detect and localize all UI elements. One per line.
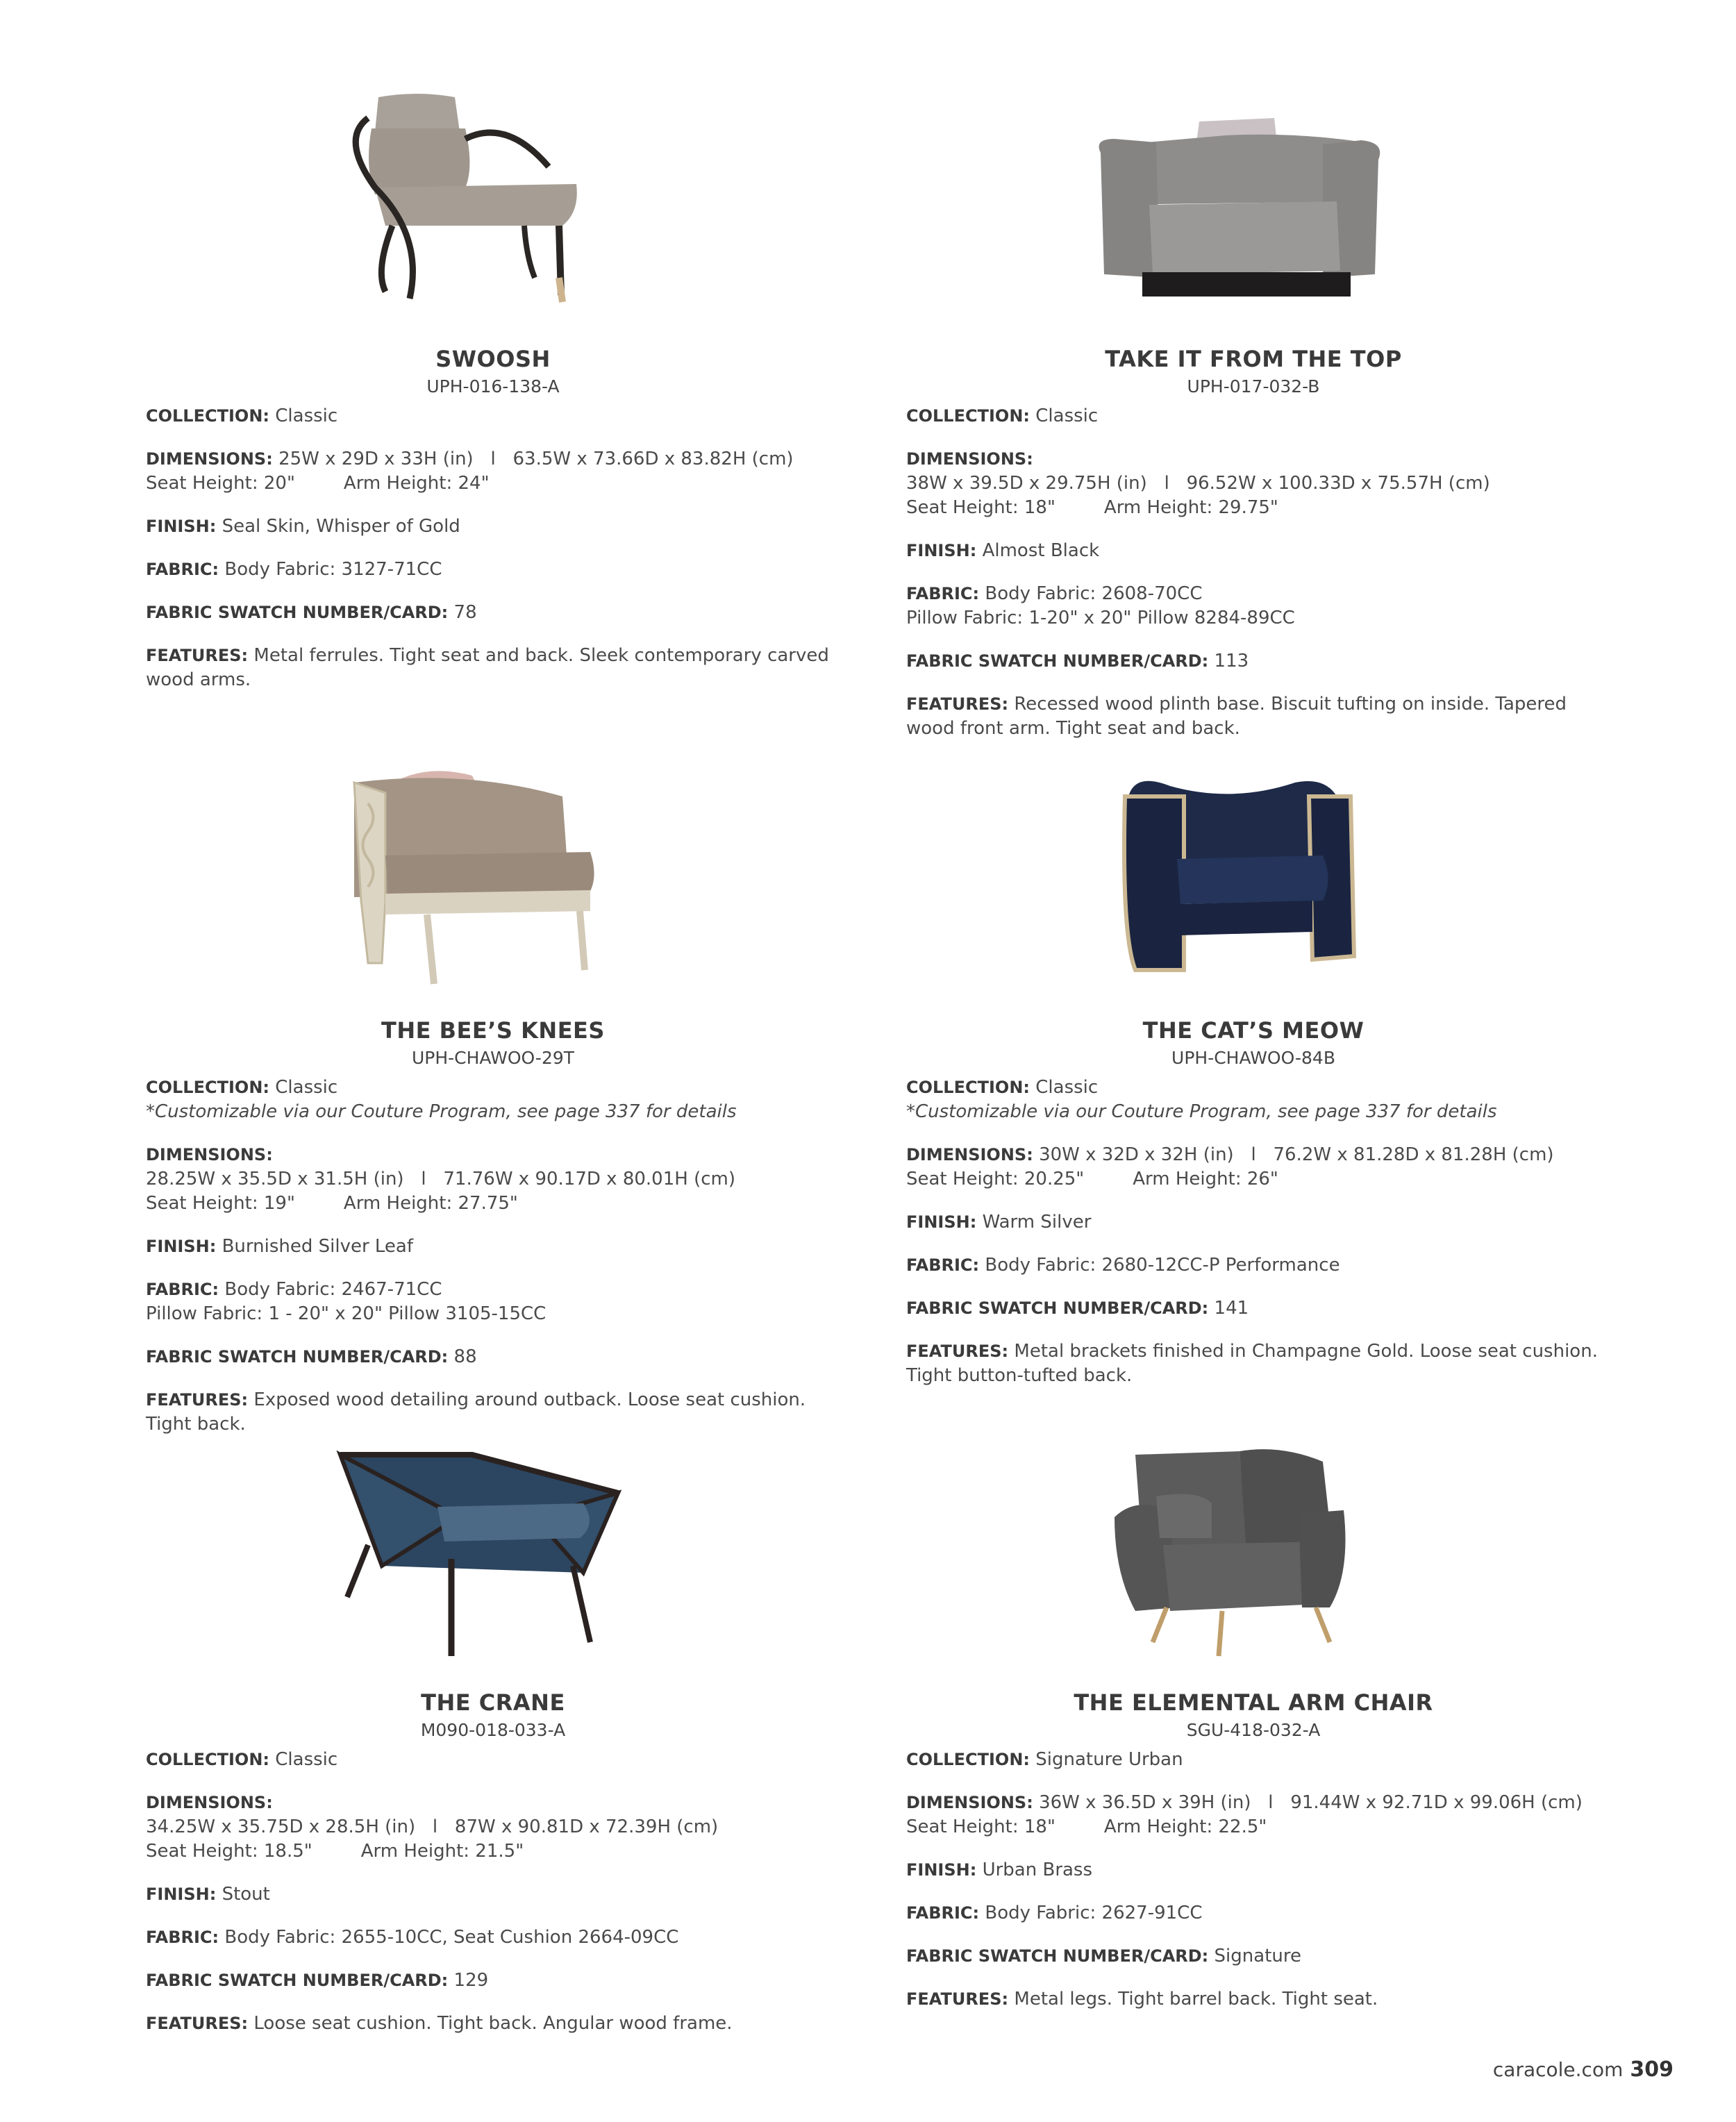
arm-height: Arm Height: 27.75"	[343, 1193, 518, 1214]
seat-height: Seat Height: 20.25"	[906, 1169, 1085, 1189]
product-specs	[146, 1076, 840, 1455]
collection-label: COLLECTION:	[146, 1078, 269, 1097]
fabric-label: FABRIC:	[146, 1280, 219, 1299]
finish-label: FINISH:	[146, 517, 217, 536]
swatch-value: 129	[453, 1970, 489, 1991]
swatch-label: FABRIC SWATCH NUMBER/CARD:	[906, 1946, 1209, 1966]
product-image	[146, 90, 840, 340]
product-name: THE CAT’S MEOW	[1142, 1017, 1364, 1044]
angular-chair-icon	[146, 1434, 840, 1670]
collection-value: Signature Urban	[1035, 1749, 1183, 1770]
swatch-value: 88	[453, 1346, 477, 1367]
swatch-value: 113	[1214, 651, 1249, 671]
dimensions-value: 36W x 36.5D x 39H (in) l 91.44W x 92.71D x 99.06H (cm)	[1039, 1792, 1583, 1813]
seat-height: Seat Height: 19"	[146, 1193, 295, 1214]
collection-label: COLLECTION:	[906, 406, 1030, 426]
collection-value: Classic	[1035, 406, 1099, 426]
customizable-note: *Customizable via our Couture Program, see page 337 for details	[906, 1101, 1497, 1122]
dimensions-label: DIMENSIONS:	[146, 1793, 273, 1812]
collection-value: Classic	[275, 406, 338, 426]
features-value: Metal brackets finished in Champagne Gold. Loose seat cushion. Tight button-tufted back.	[906, 1341, 1598, 1386]
swatch-label: FABRIC SWATCH NUMBER/CARD:	[906, 651, 1209, 671]
dimensions-label: DIMENSIONS:	[146, 449, 273, 469]
collection-value: Classic	[275, 1749, 338, 1770]
swatch-value: Signature	[1214, 1946, 1301, 1966]
product-specs	[906, 1076, 1601, 1407]
features-value: Metal legs. Tight barrel back. Tight seat.	[1014, 1989, 1378, 2010]
finish-label: FINISH:	[906, 1860, 977, 1880]
fabric-label: FABRIC:	[146, 560, 219, 579]
dimensions-label: DIMENSIONS:	[906, 449, 1033, 469]
fabric-label: FABRIC:	[906, 1255, 980, 1275]
product-specs	[906, 404, 1601, 760]
arm-height: Arm Height: 21.5"	[360, 1841, 524, 1862]
fabric-label: FABRIC:	[906, 1903, 980, 1923]
fabric-value: Body Fabric: 2608-70CC	[985, 583, 1203, 604]
velvet-chair-icon	[906, 762, 1601, 998]
product-image	[146, 1434, 840, 1684]
fabric-value: Body Fabric: 3127-71CC	[224, 559, 442, 580]
collection-label: COLLECTION:	[146, 406, 269, 426]
collection-label: COLLECTION:	[146, 1750, 269, 1769]
product-name: TAKE IT FROM THE TOP	[1105, 346, 1402, 372]
product-sku: UPH-CHAWOO-84B	[1171, 1048, 1335, 1068]
dimensions-label: DIMENSIONS:	[146, 1145, 273, 1164]
product-sku: UPH-017-032-B	[1187, 376, 1320, 396]
customizable-note: *Customizable via our Couture Program, see page 337 for details	[146, 1101, 737, 1122]
product-name: SWOOSH	[435, 346, 551, 372]
seat-height: Seat Height: 20"	[146, 473, 295, 494]
features-label: FEATURES:	[906, 1342, 1009, 1361]
product-image	[906, 1434, 1601, 1684]
features-label: FEATURES:	[146, 1390, 249, 1410]
swatch-value: 141	[1214, 1298, 1249, 1319]
fabric-value: Body Fabric: 2467-71CC	[224, 1279, 442, 1300]
product-specs	[146, 404, 840, 711]
product-name: THE BEE’S KNEES	[381, 1017, 605, 1044]
fabric-label: FABRIC:	[146, 1928, 219, 1947]
finish-value: Stout	[222, 1884, 270, 1905]
arm-height: Arm Height: 22.5"	[1103, 1816, 1267, 1837]
features-value: Loose seat cushion. Tight back. Angular wood frame.	[253, 2013, 733, 2034]
dimensions-value: 28.25W x 35.5D x 31.5H (in) l 71.76W x 90.17D x 80.01H (cm)	[146, 1169, 735, 1189]
dimensions-value: 34.25W x 35.75D x 28.5H (in) l 87W x 90.81D x 72.39H (cm)	[146, 1816, 719, 1837]
swatch-label: FABRIC SWATCH NUMBER/CARD:	[906, 1298, 1209, 1318]
features-label: FEATURES:	[906, 1989, 1009, 2009]
finish-label: FINISH:	[906, 541, 977, 560]
product-image	[906, 762, 1601, 1012]
swatch-label: FABRIC SWATCH NUMBER/CARD:	[146, 1971, 449, 1990]
tufted-chair-icon	[906, 90, 1601, 326]
features-value: Recessed wood plinth base. Biscuit tufting on inside. Tapered wood front arm. Tight seat and back.	[906, 694, 1567, 739]
finish-value: Urban Brass	[982, 1860, 1093, 1880]
swatch-value: 78	[453, 602, 477, 623]
finish-value: Almost Black	[982, 540, 1100, 561]
collection-label: COLLECTION:	[906, 1750, 1030, 1769]
finish-label: FINISH:	[146, 1237, 217, 1256]
product-specs	[906, 1748, 1601, 2030]
swatch-label: FABRIC SWATCH NUMBER/CARD:	[146, 603, 449, 622]
collection-value: Classic	[1035, 1077, 1099, 1098]
swatch-label: FABRIC SWATCH NUMBER/CARD:	[146, 1347, 449, 1367]
seat-height: Seat Height: 18.5"	[146, 1841, 312, 1862]
product-name: THE ELEMENTAL ARM CHAIR	[1074, 1689, 1433, 1716]
fabric-value: Body Fabric: 2680-12CC-P Performance	[985, 1255, 1340, 1276]
fabric-secondary: Pillow Fabric: 1-20" x 20" Pillow 8284-89CC	[906, 608, 1295, 628]
features-label: FEATURES:	[146, 646, 249, 665]
finish-label: FINISH:	[146, 1885, 217, 1904]
armchair-icon	[146, 90, 840, 326]
dimensions-value: 30W x 32D x 32H (in) l 76.2W x 81.28D x 81.28H (cm)	[1039, 1144, 1554, 1165]
product-name: THE CRANE	[421, 1689, 565, 1716]
product-image	[146, 762, 840, 1012]
features-label: FEATURES:	[906, 694, 1009, 714]
finish-label: FINISH:	[906, 1212, 977, 1232]
collection-value: Classic	[275, 1077, 338, 1098]
dimensions-label: DIMENSIONS:	[906, 1145, 1033, 1164]
dimensions-value: 25W x 29D x 33H (in) l 63.5W x 73.66D x 83.82H (cm)	[278, 449, 794, 469]
fabric-label: FABRIC:	[906, 584, 980, 603]
product-sku: M090-018-033-A	[420, 1720, 566, 1740]
features-value: Metal ferrules. Tight seat and back. Sleek contemporary carved wood arms.	[146, 645, 829, 690]
dimensions-label: DIMENSIONS:	[906, 1793, 1033, 1812]
arm-height: Arm Height: 29.75"	[1103, 497, 1278, 518]
page-footer	[1493, 2057, 1674, 2082]
website-link[interactable]: caracole.com	[1492, 2058, 1624, 2081]
product-sku: UPH-CHAWOO-29T	[411, 1048, 575, 1068]
product-specs	[146, 1748, 840, 2055]
finish-value: Seal Skin, Whisper of Gold	[222, 516, 460, 537]
seat-height: Seat Height: 18"	[906, 497, 1055, 518]
seat-height: Seat Height: 18"	[906, 1816, 1055, 1837]
arm-height: Arm Height: 26"	[1133, 1169, 1278, 1189]
finish-value: Burnished Silver Leaf	[222, 1236, 414, 1257]
collection-label: COLLECTION:	[906, 1078, 1030, 1097]
dimensions-value: 38W x 39.5D x 29.75H (in) l 96.52W x 100.33D x 75.57H (cm)	[906, 473, 1490, 494]
fabric-secondary: Pillow Fabric: 1 - 20" x 20" Pillow 3105-15CC	[146, 1303, 546, 1324]
barrel-chair-icon	[146, 762, 840, 998]
features-label: FEATURES:	[146, 2014, 249, 2033]
fabric-value: Body Fabric: 2655-10CC, Seat Cushion 2664-09CC	[224, 1927, 679, 1948]
product-image	[906, 90, 1601, 340]
product-sku: UPH-016-138-A	[426, 376, 560, 396]
page-number: 309	[1630, 2057, 1674, 2082]
arm-height: Arm Height: 24"	[343, 473, 490, 494]
product-sku: SGU-418-032-A	[1186, 1720, 1321, 1740]
fabric-value: Body Fabric: 2627-91CC	[985, 1903, 1203, 1923]
finish-value: Warm Silver	[982, 1212, 1092, 1233]
features-value: Exposed wood detailing around outback. Loose seat cushion. Tight back.	[146, 1389, 806, 1435]
wingback-chair-icon	[906, 1434, 1601, 1670]
